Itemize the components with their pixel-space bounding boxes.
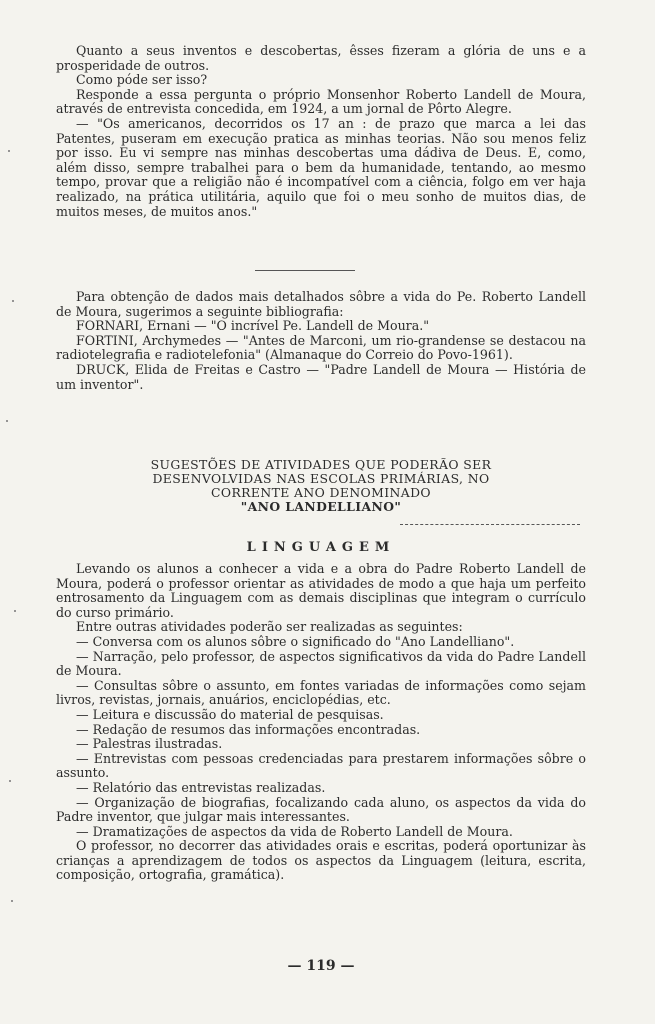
- activity-item: — Leitura e discussão do material de pesquisas.: [76, 706, 384, 722]
- closing-paragraph: O professor, no decorrer das atividades orais e escritas, poderá oportunizar às crianças a aprendizagem de todos os aspectos da Linguagem (leitura, escrita, composição, ortografia, gramática).: [56, 838, 586, 883]
- body-paragraph: Levando os alunos a conhecer a vida e a obra do Padre Roberto Landell de Moura, poderá o professor orientar as atividades de modo a que haja um perfeito entrosamento da Linguagem com as demais disciplinas que integram o currículo do curso primário.: [56, 561, 586, 620]
- bibliography-entry: DRUCK, Elida de Freitas e Castro — "Padre Landell de Moura — História de um inventor".: [56, 361, 586, 392]
- scan-speck: [8, 150, 10, 152]
- activity-item: — Palestras ilustradas.: [76, 736, 223, 752]
- intro-paragraph: Responde a essa pergunta o próprio Monsenhor Roberto Landell de Moura, através de entrevista concedida, em 1924, a um jornal de Pôrto Alegre.: [56, 86, 586, 117]
- bibliography-intro: Para obtenção de dados mais detalhados sôbre a vida do Pe. Roberto Landell de Moura, sugerimos a seguinte bibliografia:: [56, 289, 586, 319]
- bibliography-entry: FORNARI, Ernani — "O incrível Pe. Landell de Moura.": [76, 318, 430, 334]
- activity-item: — Conversa com os alunos sôbre o significado do "Ano Landelliano".: [76, 633, 515, 649]
- body-section: [56, 562, 586, 883]
- activity-item: — Entrevistas com pessoas credenciadas para prestarem informações sôbre o assunto.: [56, 750, 586, 781]
- section-title-line: DESENVOLVIDAS NAS ESCOLAS PRIMÁRIAS, NO: [152, 471, 490, 486]
- body-paragraph: Entre outras atividades poderão ser realizadas as seguintes:: [76, 619, 463, 635]
- activity-item: — Redação de resumos das informações encontradas.: [76, 721, 421, 737]
- bibliography-entry: FORTINI, Archymedes — "Antes de Marconi, um rio-grandense se destacou na radiotelegrafia e radiotelefonia" (Almanaque do Correio do Povo-1961).: [56, 332, 586, 363]
- section-title-line: SUGESTÕES DE ATIVIDADES QUE PODERÃO SER: [150, 457, 492, 472]
- bibliography-section: [56, 290, 586, 392]
- section-title-line: "ANO LANDELLIANO": [240, 499, 402, 514]
- activity-item: — Narração, pelo professor, de aspectos significativos da vida do Padre Landell de Moura.: [56, 648, 586, 679]
- scan-speck: [6, 420, 8, 422]
- activity-item: — Relatório das entrevistas realizadas.: [76, 779, 326, 795]
- scan-speck: [9, 780, 11, 782]
- activity-item: — Consultas sôbre o assunto, em fontes variadas de informações como sejam livros, revistas, jornais, anuários, enciclopédias, etc.: [56, 677, 586, 708]
- subheading-text: LINGUAGEM: [246, 540, 396, 555]
- intro-section: [56, 44, 586, 219]
- divider: [400, 524, 580, 525]
- activity-item: — Organização de biografias, focalizando cada aluno, os aspectos da vida do Padre inventor, que julgar mais interessantes.: [56, 794, 586, 825]
- page-number: [56, 958, 586, 974]
- page-number-text: — 119 —: [287, 958, 355, 974]
- scan-speck: [11, 900, 13, 902]
- scan-speck: [12, 300, 14, 302]
- subheading: [56, 540, 586, 555]
- divider: [255, 270, 355, 271]
- scan-speck: [14, 610, 16, 612]
- intro-question: Como póde ser isso?: [76, 72, 208, 88]
- quote-paragraph: — "Os americanos, decorridos os 17 an : de prazo que marca a lei das Patentes, puseram em execução pratica as minhas teorias. Não sou menos feliz por isso. Eu vi sempre nas minhas descobertas uma dádiva de Deus. E, como, além disso, sempre trabalhei para o bem da humanidade, tentando, ao mesmo tempo, provar que a religião não é incompatível com a ciência, folgo em ver haja realizado, na prática utilitária, aquilo que foi o meu sonho de muitos dias, de muitos meses, de muitos anos.": [56, 115, 586, 219]
- section-title: [56, 458, 586, 514]
- activity-item: — Dramatizações de aspectos da vida de Roberto Landell de Moura.: [76, 823, 513, 839]
- section-title-line: CORRENTE ANO DENOMINADO: [211, 485, 431, 500]
- intro-paragraph: Quanto a seus inventos e descobertas, êsses fizeram a glória de uns e a prosperidade de outros.: [56, 43, 586, 73]
